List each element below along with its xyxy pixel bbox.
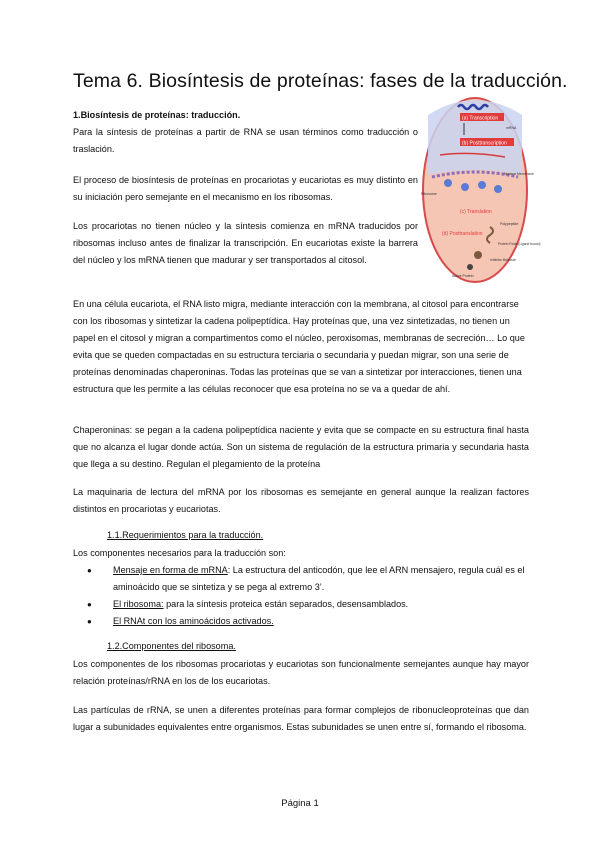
list-item: ● Mensaje en forma de mRNA: La estructura del anticodón, que lee el ARN mensajero, regula cuál es el aminoácido que se sintetiza y se pega al extremo 3’. bbox=[73, 562, 529, 596]
paragraph: Chaperoninas: se pegan a la cadena polipeptídica naciente y evita que se compacte en su estructura final hasta que no alcanza el lugar donde actúa. Son un sistema de regulación de la estructura primaria y secundaria hasta que llega a su destino. Regulan el plegamiento de la proteína bbox=[73, 425, 529, 469]
section-heading: 1.Biosíntesis de proteínas: traducción. bbox=[73, 110, 241, 120]
protein-synthesis-figure bbox=[420, 95, 541, 285]
paragraph: El proceso de biosíntesis de proteínas en procariotas y eucariotas es muy distinto en su iniciación pero semejante en el mecanismo en los ribosomas. bbox=[73, 175, 418, 202]
subsection-heading: 1.1.Requerimientos para la traducción. bbox=[107, 530, 264, 540]
folded-protein-icon bbox=[474, 251, 482, 259]
active-protein-icon bbox=[467, 264, 473, 270]
svg-text:Polypeptide: Polypeptide bbox=[500, 222, 519, 226]
svg-text:mRNA: mRNA bbox=[506, 126, 517, 130]
paragraph: Los componentes necesarios para la traducción son: bbox=[73, 548, 286, 558]
svg-text:(a) Transcription: (a) Transcription bbox=[462, 115, 499, 122]
ribosome-icon bbox=[444, 179, 452, 187]
svg-text:(c) Translation: (c) Translation bbox=[460, 209, 492, 215]
paragraph: Los procariotas no tienen núcleo y la síntesis comienza en mRNA traducidos por ribosomas incluso antes de finalizar la transcripción. En eucariotas existe la barrera del núcleo y los mRNA tienen que madurar y ser transportados al citosol. bbox=[73, 221, 418, 265]
svg-text:(d) Posttranslation: (d) Posttranslation bbox=[442, 231, 483, 237]
requirements-list bbox=[73, 562, 529, 630]
svg-text:Ribosome: Ribosome bbox=[421, 192, 437, 196]
nucleus bbox=[428, 100, 522, 175]
ribosome-icon bbox=[461, 183, 469, 191]
paragraph: La maquinaria de lectura del mRNA por los ribosomas es semejante en general aunque la realizan factores distintos en procariotas y eucariotas. bbox=[73, 487, 529, 514]
list-item: ● El ribosoma: para la síntesis proteica están separados, desensamblados. bbox=[73, 596, 529, 613]
svg-text:(b) Posttranscription: (b) Posttranscription bbox=[462, 140, 507, 147]
paragraph: En una célula eucariota, el RNA listo migra, mediante interacción con la membrana, al citosol para encontrarse con los ribosomas y sintetizar la cadena polipeptídica. Hay proteínas que, una vez sintetizadas, no tienen un papel en el citosol y migran a compartimentos como el núcleo, peroxisomas, membranas de secreción… Lo que evita que se queden compactadas en su estructura terciaria o secundaria y puedan migrar, son una serie de proteínas denominadas chaperoninas. Todas las proteínas que se van a sintetizar por interacciones, tienen una estructura que les permite a las células reconocer que esa proteína no se va a quedar de ahí. bbox=[73, 299, 525, 394]
svg-text:Protein Folds (Ligand bound): Protein Folds (Ligand bound) bbox=[498, 242, 541, 246]
paragraph: Las partículas de rRNA, se unen a diferentes proteínas para formar complejos de ribonucleoproteínas que dan lugar a subunidades equivalentes entre organismos. Estas subunidades se unen entre sí, formando el ribosoma. bbox=[73, 705, 529, 732]
list-item: ● El RNAt con los aminoácidos activados. bbox=[73, 613, 529, 630]
ribosome-icon bbox=[478, 181, 486, 189]
svg-text:Inhibitor Molecule: Inhibitor Molecule bbox=[490, 258, 516, 262]
svg-text:Nuclear Membrane: Nuclear Membrane bbox=[504, 172, 534, 176]
page-title: Tema 6. Biosíntesis de proteínas: fases de la traducción. bbox=[73, 70, 568, 92]
ribosome-icon bbox=[494, 185, 502, 193]
paragraph: Los componentes de los ribosomas procariotas y eucariotas son funcionalmente semejantes aunque hay mayor relación proteínas/rRNA en los de los eucariotas. bbox=[73, 659, 529, 686]
cell-diagram bbox=[420, 95, 541, 285]
page-footer: Página 1 bbox=[281, 798, 319, 809]
subsection-heading: 1.2.Componentes del ribosoma. bbox=[107, 641, 236, 651]
paragraph: Para la síntesis de proteínas a partir de RNA se usan términos como traducción o traslación. bbox=[73, 127, 418, 154]
svg-text:Active Protein: Active Protein bbox=[452, 274, 474, 278]
